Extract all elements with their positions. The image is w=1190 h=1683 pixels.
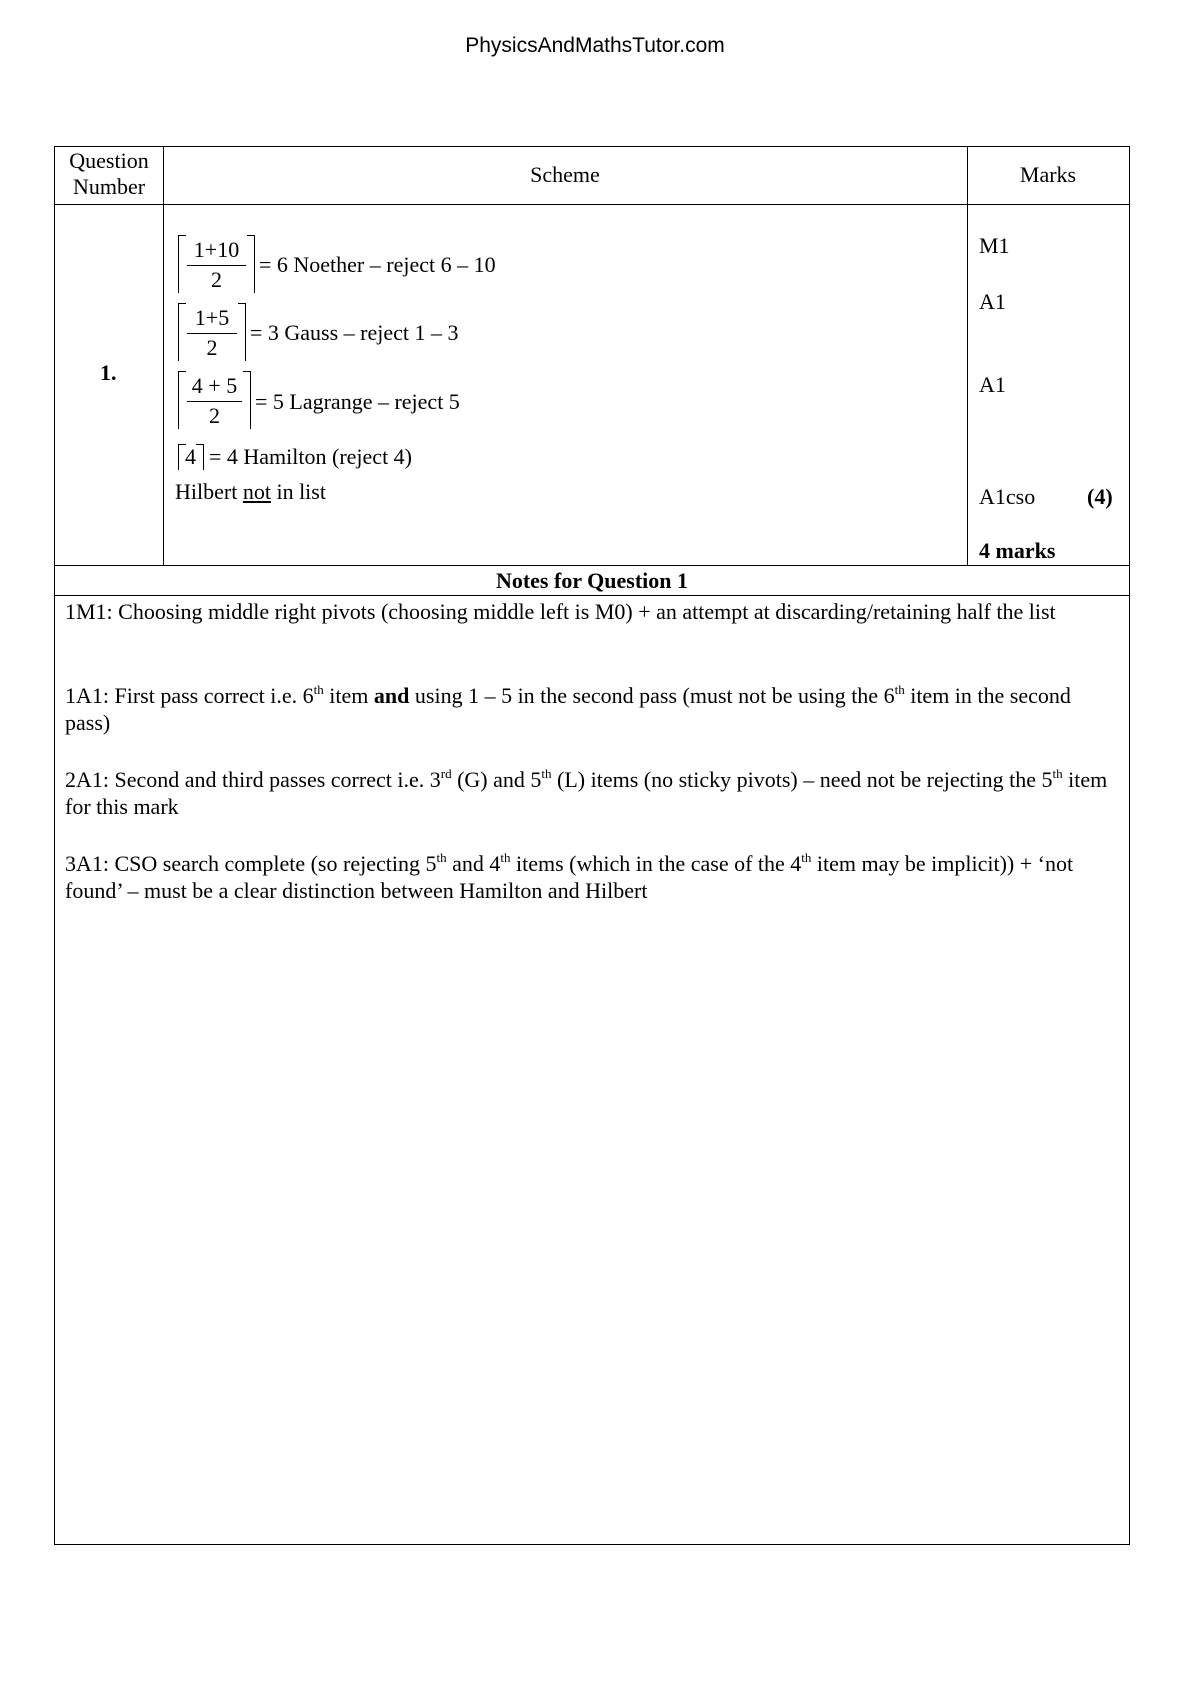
header-question-number — [55, 148, 163, 200]
divider-notes-body — [55, 595, 1129, 596]
header-question-label: Question — [69, 148, 149, 173]
fraction-3-denominator: 2 — [209, 403, 220, 428]
scheme-line-3: = 5 Lagrange – reject 5 — [255, 389, 460, 414]
note-2a1-sup-1: rd — [440, 766, 452, 781]
divider-notes-title — [55, 565, 1129, 566]
fraction-1 — [185, 237, 248, 295]
note-2a1-sup-2: th — [541, 766, 552, 781]
note-1a1 — [65, 682, 1119, 736]
fraction-1-numerator: 1+10 — [193, 237, 240, 262]
hilbert-text: Hilbert — [175, 479, 243, 504]
note-3a1-part-c: items (which in the case of the 4 — [510, 851, 802, 876]
note-3a1-part-b: and 4 — [446, 851, 501, 876]
header-scheme: Scheme — [530, 162, 600, 187]
scheme-line-4: = 4 Hamilton (reject 4) — [209, 444, 413, 469]
note-1a1-sup-2: th — [894, 682, 905, 697]
note-3a1 — [65, 850, 1119, 904]
note-1a1-bold-and: and — [373, 683, 410, 708]
note-1m1: 1M1: Choosing middle right pivots (choosing middle left is M0) + an attempt at discarding/retaining half the list — [65, 599, 1056, 624]
note-3a1-sup-1: th — [436, 850, 447, 865]
divider-header-row — [55, 204, 1129, 205]
header-number-label: Number — [72, 174, 146, 199]
note-2a1-part-c: (L) items (no sticky pivots) – need not be rejecting the 5 — [551, 767, 1053, 792]
fraction-2 — [185, 305, 239, 363]
note-2a1 — [65, 766, 1119, 820]
note-2a1-part-a: 2A1: Second and third passes correct i.e. 3 — [65, 767, 441, 792]
site-header: PhysicsAndMathsTutor.com — [465, 34, 725, 57]
in-list-text: in list — [270, 479, 326, 504]
fraction-2-numerator: 1+5 — [194, 305, 230, 330]
ceiling-inner-4: 4 — [185, 444, 196, 469]
note-3a1-part-d: item may be implicit)) + ‘not found’ – must be a clear distinction between Hamilton and Hilbert — [65, 851, 1074, 903]
fraction-3 — [185, 373, 244, 431]
fraction-3-numerator: 4 + 5 — [191, 373, 238, 398]
note-1a1-part-d: item in the second pass) — [65, 683, 1071, 735]
note-1a1-part-a: 1A1: First pass correct i.e. 6 — [65, 683, 314, 708]
notes-title: Notes for Question 1 — [495, 568, 689, 593]
note-2a1-part-d: item for this mark — [65, 767, 1108, 819]
fraction-2-denominator: 2 — [206, 335, 218, 360]
note-3a1-part-a: 3A1: CSO search complete (so rejecting 5 — [65, 851, 437, 876]
mark-a1-first: A1 — [979, 289, 1006, 314]
note-1a1-part-b: item — [323, 683, 374, 708]
divider-scheme-marks — [967, 147, 968, 565]
scheme-line-5 — [175, 479, 326, 505]
mark-a1cso: A1cso — [979, 484, 1036, 509]
divider-qn-scheme — [163, 147, 164, 565]
note-2a1-sup-3: th — [1052, 766, 1063, 781]
note-1a1-part-c: using 1 – 5 in the second pass (must not be using the 6 — [409, 683, 895, 708]
note-3a1-sup-2: th — [500, 850, 511, 865]
header-marks: Marks — [1019, 162, 1077, 187]
scheme-line-1: = 6 Noether – reject 6 – 10 — [259, 252, 496, 277]
mark-a1-second: A1 — [979, 372, 1006, 397]
note-3a1-sup-3: th — [801, 850, 812, 865]
fraction-1-denominator: 2 — [211, 267, 222, 292]
mark-scheme-table — [54, 146, 1130, 1545]
note-1a1-sup-1: th — [313, 682, 324, 697]
mark-subtotal: (4) — [1087, 484, 1113, 509]
note-2a1-part-b: (G) and 5 — [451, 767, 542, 792]
mark-total: 4 marks — [979, 538, 1056, 563]
scheme-line-2: = 3 Gauss – reject 1 – 3 — [250, 320, 459, 345]
question-number: 1. — [100, 360, 117, 385]
mark-m1: M1 — [979, 233, 1010, 258]
underlined-not: not — [242, 479, 271, 504]
